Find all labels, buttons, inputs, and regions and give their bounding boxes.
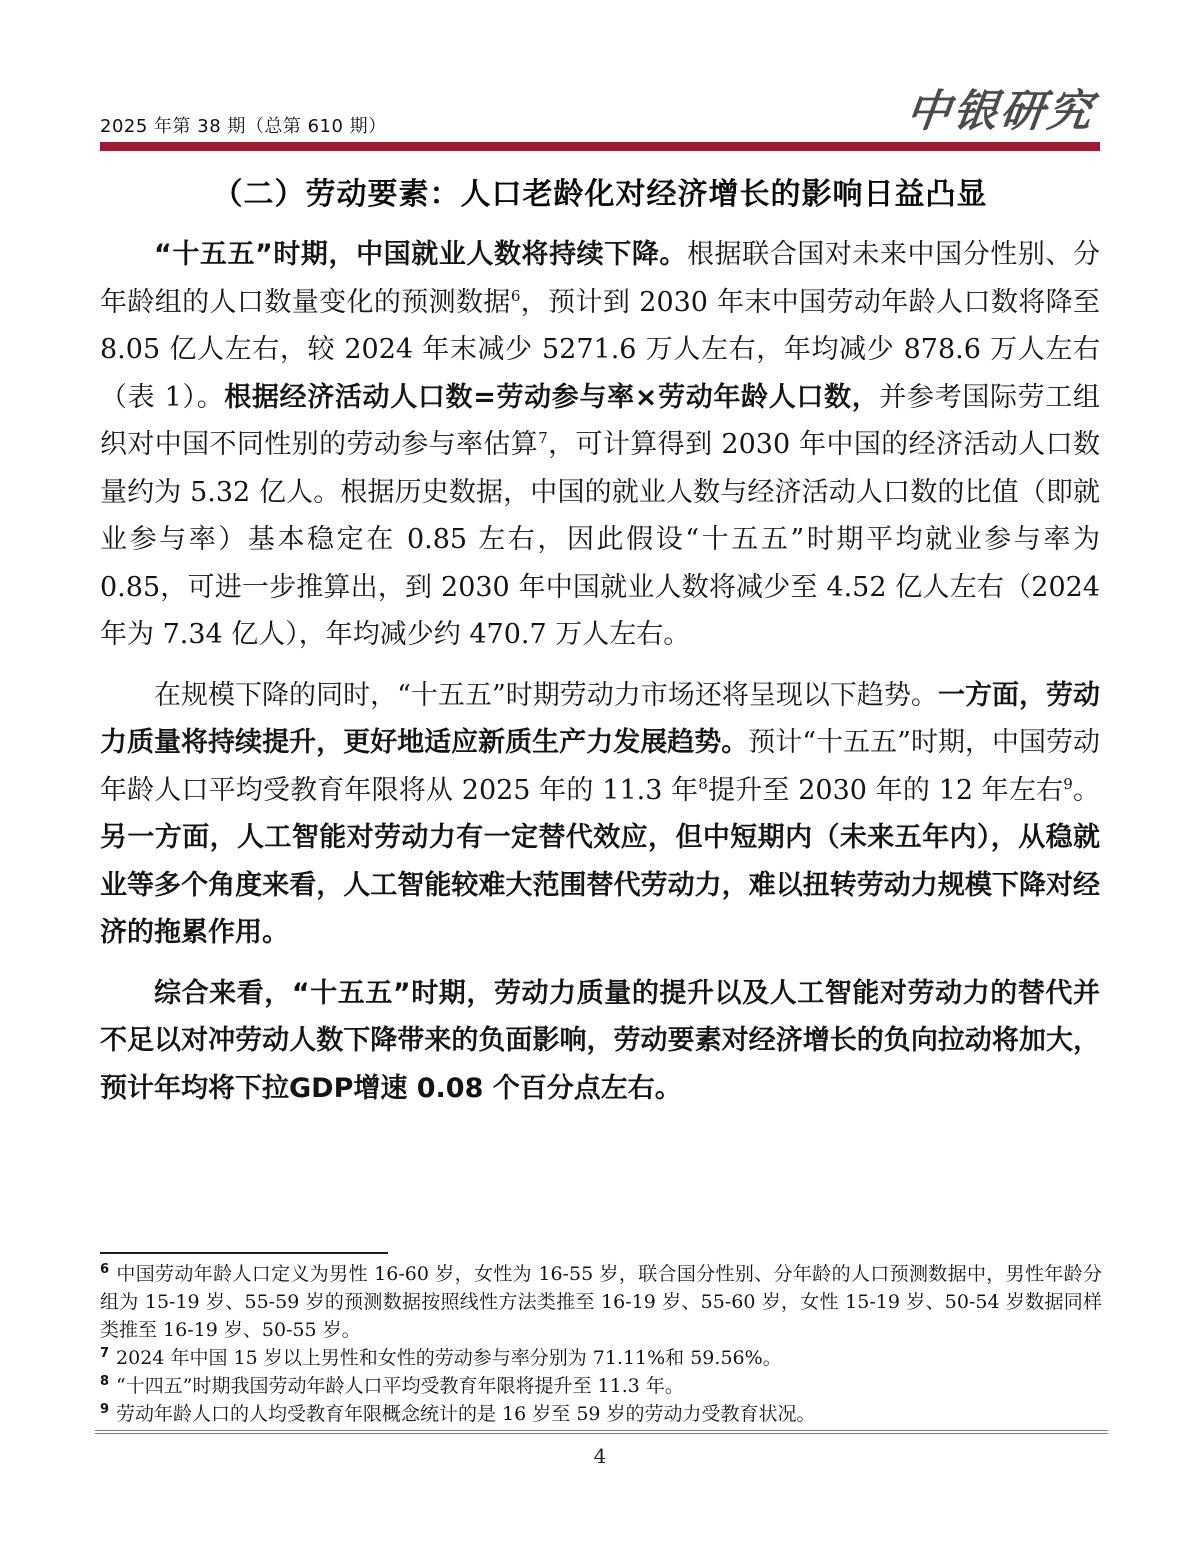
footnote-ref: 8 [698, 774, 708, 793]
text-run: 预计“十五五”时期，中国劳动年龄人口平均受教育年限将从 2025 年的 11.3 年 [100, 727, 1101, 806]
text-run: “十五五”时期，中国就业人数将持续下降。 [154, 239, 687, 270]
text-run: 并参考国际劳工组织对中国不同性别的劳动参与率估算 [100, 381, 1101, 460]
footnote-ref: 9 [1063, 774, 1073, 793]
footnote-list [100, 1260, 1102, 1428]
text-run: 。 [1072, 774, 1100, 806]
page-number: 4 [593, 1444, 607, 1468]
footnote [100, 1400, 1102, 1428]
footnote-separator [100, 1252, 388, 1254]
footer-rule [95, 1430, 1108, 1434]
text-run: 一方面，劳动力质量将持续提升，更好地适应新质生产力发展趋势。 [100, 679, 1101, 758]
footnote-text: “十四五”时期我国劳动年龄人口平均受教育年限将提升至 11.3 年。 [116, 1375, 684, 1397]
footnote-marker: 9 [100, 1401, 110, 1417]
text-run: ，可计算得到 2030 年中国的经济活动人口数量约为 5.32 亿人。根据历史数据，中国的就业人数与经济活动人口数的比值（即就业参与率）基本稳定在 0.85 左右，因此假设“十五五”时期平均就业参与率为 0.85，可进一步推算出，到 2030 年中国就业人数将减少至 4.52 亿人左右（2024 年为 7.34 亿人），年均减少约 470.7 万人左右。 [100, 429, 1100, 650]
footnote-text: 劳动年龄人口的人均受教育年限概念统计的是 16 岁至 59 岁的劳动力受教育状况。 [116, 1403, 816, 1425]
footnotes-area [100, 1252, 1102, 1428]
footnote-marker: 6 [100, 1261, 110, 1277]
section-title: （二）劳动要素：人口老龄化对经济增长的影响日益凸显 [212, 177, 988, 212]
footnote-text: 中国劳动年龄人口定义为男性 16-60 岁，女性为 16-55 岁，联合国分性别、分年龄的人口预测数据中，男性年龄分组为 15-19 岁、55-59 岁的预测数据按照线性方法类推至 16-19 岁、55-60 岁，女性 15-19 岁、50-54 岁数据同样类推至 16-19 岁、50-55 岁。 [100, 1263, 1102, 1341]
text-run: 根据经济活动人口数=劳动参与率×劳动年龄人口数， [224, 381, 880, 413]
text-run: 提升至 2030 年的 12 年左右 [707, 774, 1064, 806]
text-run: 根据联合国对未来中国分性别、分年龄组的人口数量变化的预测数据 [100, 239, 1100, 318]
footnote [100, 1260, 1102, 1344]
body-paragraph [100, 231, 1100, 659]
body-paragraph [100, 672, 1100, 957]
body-paragraphs [100, 231, 1100, 1112]
page-header [100, 0, 1100, 140]
text-run: 另一方面，人工智能对劳动力有一定替代效应，但中短期内（未来五年内），从稳就业等多个角度来看，人工智能较难大范围替代劳动力，难以扭转劳动力规模下降对经济的拖累作用。 [100, 822, 1100, 948]
footnote-ref: 7 [538, 429, 548, 447]
footnote-marker: 8 [100, 1373, 110, 1389]
text-run: ，预计到 2030 年末中国劳动年龄人口数将降至 8.05 亿人左右，较 2024 年末减少 5271.6 万人左右，年均减少 878.6 万人左右（表 1）。 [100, 286, 1100, 413]
footnote-marker: 7 [100, 1345, 110, 1361]
footnote [100, 1344, 1102, 1372]
text-run: 综合来看，“十五五”时期，劳动力质量的提升以及人工智能对劳动力的替代并不足以对冲劳动人数下降带来的负面影响，劳动要素对经济增长的负向拉动将加大，预计年均将下拉GDP增速 0.08 个百分点左右。 [100, 977, 1100, 1104]
header-rule [100, 142, 1100, 151]
issue-number: 2025 年第 38 期（总第 610 期） [100, 116, 387, 137]
text-run: 在规模下降的同时，“十五五”时期劳动力市场还将呈现以下趋势。 [154, 679, 938, 711]
brand-logo: 中银研究 [903, 86, 1098, 137]
footnote-ref: 6 [510, 286, 521, 305]
body-paragraph [100, 970, 1100, 1113]
footnote-text: 2024 年中国 15 岁以上男性和女性的劳动参与率分别为 71.11%和 59.56%。 [116, 1347, 782, 1369]
footnote [100, 1372, 1102, 1400]
